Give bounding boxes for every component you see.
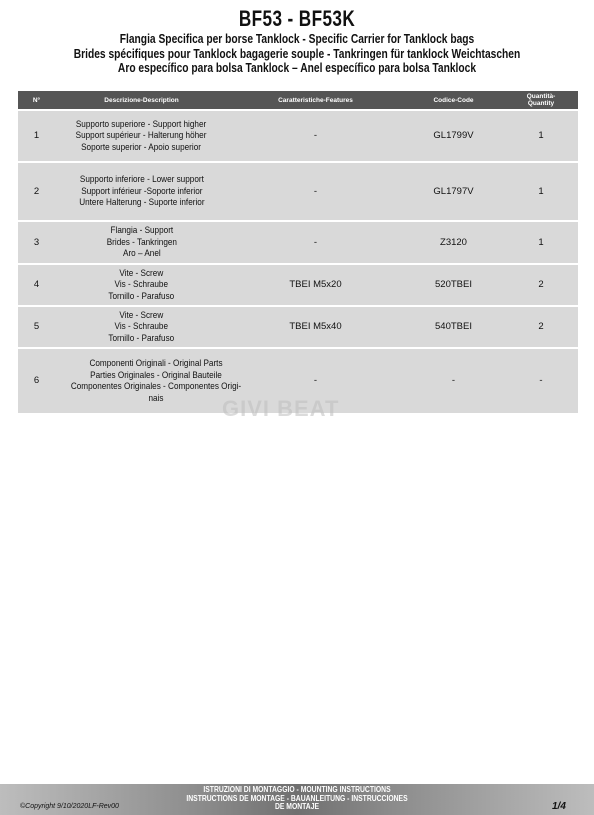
description-line: Vis - Schraube: [114, 279, 169, 291]
watermark-text: GIVI BEAT: [222, 396, 340, 421]
page-footer: [0, 784, 594, 815]
description-line: Supporto inferiore - Lower support: [79, 174, 204, 186]
footer-line-3: DE MONTAJE: [274, 802, 320, 811]
table-header-row: [18, 91, 578, 109]
page-header: [0, 6, 594, 76]
row-description: [55, 307, 228, 347]
col-header-description: Descrizione-Description: [55, 91, 228, 109]
description-line: Supporto superiore - Support higher: [76, 118, 207, 130]
row-features: -: [228, 349, 403, 413]
row-quantity: 1: [504, 111, 578, 161]
page-title: BF53 - BF53K: [238, 6, 356, 31]
row-code: Z3120: [403, 222, 504, 263]
col-header-code: Codice-Code: [403, 91, 504, 109]
row-description: [55, 163, 228, 220]
row-features: -: [228, 163, 403, 220]
table-row: [18, 163, 578, 220]
copyright-text: ©Copyright 9/10/2020LF-Rev00: [20, 803, 119, 810]
row-code: GL1799V: [403, 111, 504, 161]
parts-table: [18, 89, 578, 415]
description-line: Support supérieur - Halterung höher: [76, 130, 207, 142]
table-row: [18, 222, 578, 263]
row-features: TBEI M5x40: [228, 307, 403, 347]
description-line: Parties Originales - Original Bauteile: [90, 369, 222, 381]
description-line: Vite - Screw: [119, 309, 164, 321]
description-line: Support inférieur -Soporte inferior: [80, 185, 203, 197]
description-line: Brides - Tankringen: [106, 236, 177, 248]
row-code: GL1797V: [403, 163, 504, 220]
row-quantity: 2: [504, 265, 578, 305]
description-line: Untere Halterung - Suporte inferior: [78, 197, 205, 209]
row-number: 2: [18, 163, 55, 220]
col-header-number: N°: [18, 91, 55, 109]
description-line: Vite - Screw: [119, 267, 164, 279]
subtitle-line-2: Brides spécifiques pour Tanklock bagagerie souple - Tankringen für tanklock Weichtaschen: [73, 46, 521, 61]
row-description: [55, 265, 228, 305]
row-features: -: [228, 111, 403, 161]
description-line: Tornillo - Parafuso: [108, 332, 175, 344]
subtitle-line-1: Flangia Specifica per borse Tanklock - Specific Carrier for Tanklock bags: [119, 32, 475, 46]
table-row: [18, 111, 578, 161]
row-quantity: 1: [504, 163, 578, 220]
footer-line-1: ISTRUZIONI DI MONTAGGIO - MOUNTING INSTRUCTIONS: [203, 785, 391, 794]
row-number: 6: [18, 349, 55, 413]
description-line: Flangia - Support: [110, 225, 173, 237]
page-number: 1/4: [552, 801, 566, 812]
footer-title: [150, 786, 444, 812]
row-description: [55, 222, 228, 263]
row-number: 1: [18, 111, 55, 161]
row-description: [55, 349, 242, 413]
row-features: -: [228, 222, 403, 263]
description-line: Soporte superior - Apoio superior: [81, 141, 202, 153]
col-header-quantity-line-2: Quantity: [527, 100, 555, 107]
row-quantity: 1: [504, 222, 578, 263]
description-line: Componentes Originales - Componentes Origi-: [70, 381, 242, 392]
row-quantity: -: [504, 349, 578, 413]
description-line: nais: [148, 392, 164, 404]
row-code: 520TBEI: [403, 265, 504, 305]
row-number: 3: [18, 222, 55, 263]
row-number: 4: [18, 265, 55, 305]
col-header-features: Caratteristiche-Features: [228, 91, 403, 109]
description-line: Aro – Anel: [122, 248, 161, 260]
description-line: Vis - Schraube: [114, 321, 169, 333]
description-line: Tornillo - Parafuso: [108, 290, 175, 302]
row-quantity: 2: [504, 307, 578, 347]
footer-line-2: INSTRUCTIONS DE MONTAGE - BAUANLEITUNG - INSTRUCCIONES: [186, 793, 408, 803]
row-code: -: [403, 349, 504, 413]
row-features: TBEI M5x20: [228, 265, 403, 305]
subtitle-line-3: Aro específico para bolsa Tanklock – Anel específico para bolsa Tanklock: [117, 61, 477, 75]
row-number: 5: [18, 307, 55, 347]
table-row: [18, 307, 578, 347]
description-line: Componenti Originali - Original Parts: [89, 358, 223, 369]
row-code: 540TBEI: [403, 307, 504, 347]
col-header-quantity: [504, 91, 578, 109]
table-row: [18, 265, 578, 305]
col-header-quantity-line-1: Quantità-: [526, 93, 556, 100]
row-description: [55, 111, 228, 161]
